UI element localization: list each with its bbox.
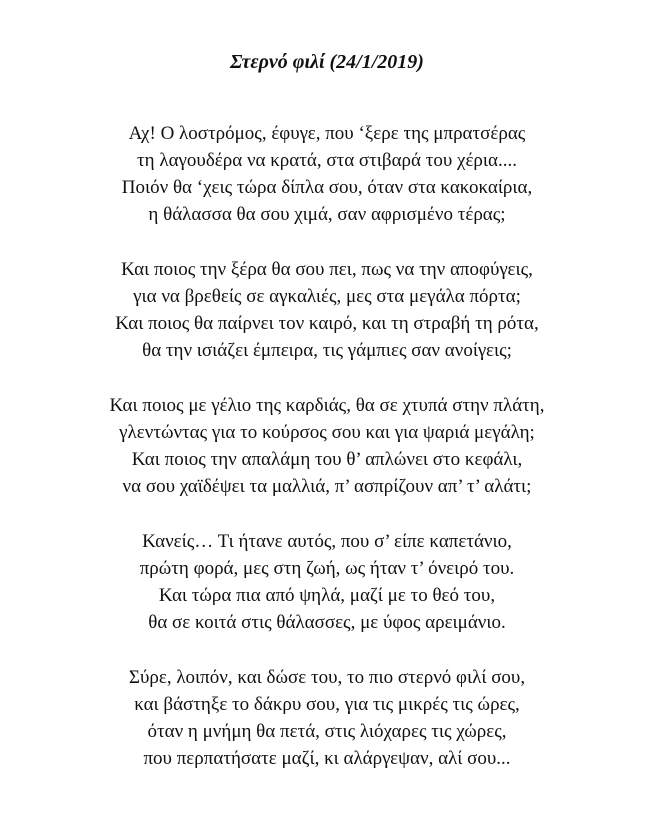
poem-line: Ποιόν θα ‘χεις τώρα δίπλα σου, όταν στα κακοκαίρια,: [121, 177, 533, 198]
poem-line: όταν η μνήμη θα πετά, στις λιόχαρες τις χώρες,: [147, 721, 507, 742]
poem-line: γλεντώντας για το κούρσος σου και για ψαριά μεγάλη;: [119, 422, 535, 443]
poem-line: και βάστηξε το δάκρυ σου, για τις μικρές τις ώρες,: [134, 694, 520, 715]
poem-line: Σύρε, λοιπόν, και δώσε του, το πιο στερνό φιλί σου,: [128, 667, 526, 688]
poem-body: [0, 120, 654, 800]
poem-line: πρώτη φορά, μες στη ζωή, ως ήταν τ’ όνειρό του.: [139, 558, 515, 579]
stanza-1: [0, 120, 654, 228]
poem-line: για να βρεθείς σε αγκαλιές, μες στα μεγάλα πόρτα;: [133, 286, 521, 307]
stanza-2: [0, 256, 654, 364]
poem-line: να σου χαϊδέψει τα μαλλιά, π’ ασπρίζουν απ’ τ’ αλάτι;: [122, 476, 532, 497]
poem-line: Και ποιος την ξέρα θα σου πει, πως να την αποφύγεις,: [121, 259, 533, 280]
stanza-5: [0, 664, 654, 772]
stanza-3: [0, 392, 654, 500]
poem-title: Στερνό φιλί (24/1/2019): [230, 51, 424, 73]
poem-line: η θάλασσα θα σου χιμά, σαν αφρισμένο τέρας;: [148, 204, 506, 225]
poem-line: που περπατήσατε μαζί, κι αλάργεψαν, αλί σου...: [143, 748, 511, 769]
poem-line: Και ποιος την απαλάμη του θ’ απλώνει στο κεφάλι,: [131, 449, 523, 470]
poem-line: Κανείς… Τι ήτανε αυτός, που σ’ είπε καπετάνιο,: [142, 531, 512, 552]
poem-line: Και τώρα πια από ψηλά, μαζί με το θεό του,: [158, 585, 496, 606]
poem-line: Και ποιος με γέλιο της καρδιάς, θα σε χτυπά στην πλάτη,: [109, 395, 545, 416]
stanza-4: [0, 528, 654, 636]
poem-line: θα σε κοιτά στις θάλασσες, με ύφος αρειμάνιο.: [148, 612, 506, 633]
poem-line: Και ποιος θα παίρνει τον καιρό, και τη στραβή τη ρότα,: [115, 313, 539, 334]
poem-line: τη λαγουδέρα να κρατά, στα στιβαρά του χέρια....: [137, 150, 517, 171]
poem-line: θα την ισιάζει έμπειρα, τις γάμπιες σαν ανοίγεις;: [142, 340, 512, 361]
poem-line: Αχ! Ο λοστρόμος, έφυγε, που ‘ξερε της μπρατσέρας: [128, 123, 526, 144]
